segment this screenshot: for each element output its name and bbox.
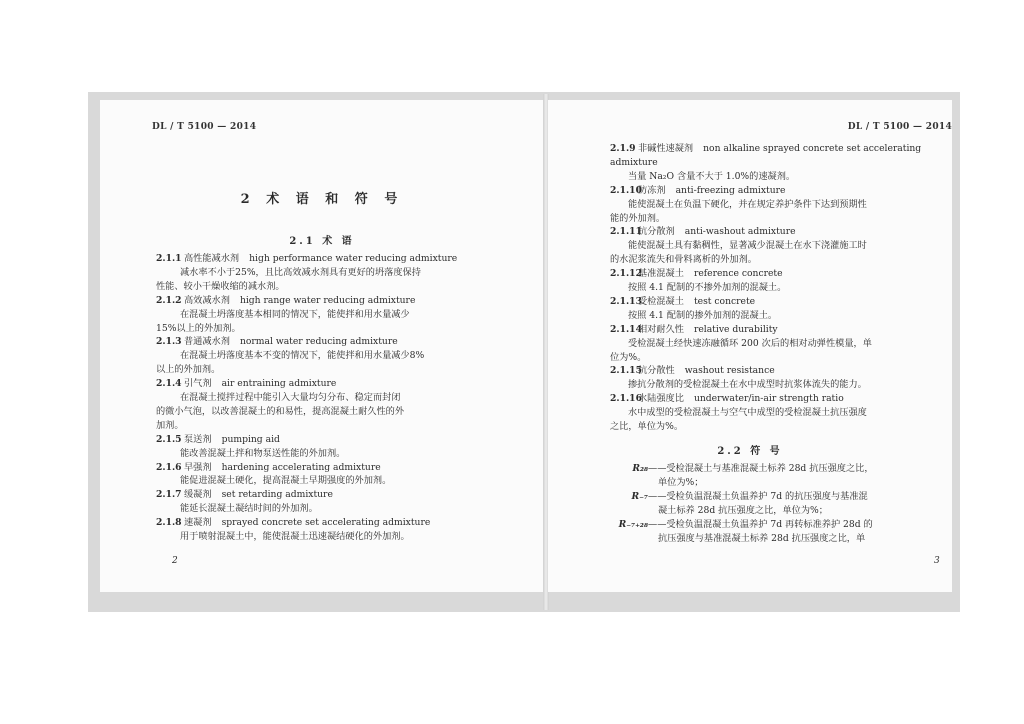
symbol-entry	[612, 518, 873, 532]
term-definition-line: 能促进混凝土硬化，提高混凝土早期强度的外加剂。	[180, 475, 392, 487]
term-definition-line: 按照 4.1 配制的不掺外加剂的混凝土。	[628, 282, 787, 293]
term-number: 2.1.16	[610, 393, 642, 405]
term-english: underwater/in-air strength ratio	[693, 393, 844, 405]
term-definition-line: 以上的外加剂。	[156, 364, 221, 376]
term-number: 2.1.14	[610, 323, 642, 335]
chapter-title: 2 术 语 和 符 号	[240, 192, 404, 207]
symbol-entry	[612, 462, 874, 476]
term-english: washout resistance	[684, 365, 775, 377]
term-definition-line: 受检混凝土经快速冻融循环 200 次后的相对动弹性模量，单	[628, 337, 872, 349]
term-definition-line: 在混凝土坍落度基本不变的情况下，能使拌和用水量减少8%	[180, 350, 425, 362]
symbol-definition-line: ——受检负温混凝土负温养护 7d 再转标准养护 28d 的	[648, 518, 873, 530]
term-chinese: 普通减水剂	[184, 336, 230, 348]
term-chinese: 非碱性速凝剂	[638, 143, 694, 154]
term-chinese: 泵送剂	[184, 433, 212, 445]
term-number: 2.1.1	[156, 253, 182, 264]
term-definition-line: 当量 Na₂O 含量不大于 1.0%的速凝剂。	[628, 170, 796, 182]
term-number: 2.1.9	[610, 143, 636, 154]
term-english: anti-washout admixture	[684, 226, 796, 238]
term-definition-line: 在混凝土坍落度基本相同的情况下，能使拌和用水量减少	[180, 308, 410, 320]
term-english: pumping aid	[221, 433, 280, 445]
term-number: 2.1.11	[610, 226, 642, 238]
term-english: anti-freezing admixture	[675, 184, 786, 196]
symbol-name: R₋₇	[631, 490, 648, 502]
term-number: 2.1.12	[610, 268, 642, 280]
term-entry	[610, 267, 783, 281]
term-number: 2.1.3	[156, 336, 182, 348]
term-entry	[610, 142, 921, 156]
term-definition-line: 水中成型的受检混凝土与空气中成型的受检混凝土抗压强度	[628, 407, 867, 419]
term-number: 2.1.2	[156, 294, 182, 306]
term-entry	[610, 364, 775, 378]
term-definition-line: 加剂。	[156, 419, 184, 431]
term-english: relative durability	[693, 323, 778, 335]
term-chinese: 受检混凝土	[638, 295, 684, 307]
term-english: high performance water reducing admixture	[249, 253, 458, 264]
term-chinese: 抗分散性	[638, 365, 675, 377]
term-number: 2.1.8	[156, 517, 182, 529]
term-definition-line: 在混凝土搅拌过程中能引入大量均匀分布、稳定而封闭	[180, 392, 401, 403]
right-page	[548, 100, 952, 592]
term-definition-line: 能的外加剂。	[610, 212, 666, 224]
term-english: normal water reducing admixture	[239, 336, 398, 348]
term-entry	[156, 252, 457, 266]
term-number: 2.1.10	[610, 184, 642, 196]
term-definition-line: 性能、较小干燥收缩的减水剂。	[156, 280, 285, 292]
term-definition-line: 按照 4.1 配制的掺外加剂的混凝土。	[628, 309, 778, 321]
symbol-definition-line: 抗压强度与基准混凝土标养 28d 抗压强度之比，单	[658, 532, 866, 544]
term-entry	[156, 377, 336, 391]
section-title-terms: 2.1 术 语	[289, 236, 355, 247]
term-definition-line: 掺抗分散剂的受检混凝土在水中成型时抗浆体流失的能力。	[628, 379, 867, 391]
term-number: 2.1.15	[610, 365, 642, 377]
term-number: 2.1.13	[610, 295, 642, 307]
term-english-continued: admixture	[610, 156, 658, 168]
term-entry	[610, 392, 844, 406]
term-definition-line: 减水率不小于25%，且比高效减水剂具有更好的坍落度保持	[180, 266, 421, 278]
term-definition-line: 用于喷射混凝土中，能使混凝土迅速凝结硬化的外加剂。	[180, 531, 410, 542]
term-definition-line: 能延长混凝土凝结时间的外加剂。	[180, 503, 318, 515]
term-definition-line: 15%以上的外加剂。	[156, 322, 241, 334]
term-english: hardening accelerating admixture	[221, 461, 381, 473]
term-definition-line: 位为%。	[610, 351, 647, 363]
symbol-definition-line: ——受检负温混凝土负温养护 7d 的抗压强度与基准混	[648, 490, 868, 502]
term-chinese: 防冻剂	[638, 184, 666, 196]
symbol-name: R₂₈	[632, 463, 648, 474]
term-entry	[156, 461, 381, 475]
term-english: test concrete	[693, 295, 756, 307]
term-chinese: 相对耐久性	[638, 323, 684, 335]
term-definition-line: 之比，单位为%。	[610, 421, 684, 432]
term-english: sprayed concrete set accelerating admixture	[221, 517, 431, 529]
term-entry	[610, 295, 755, 309]
term-entry	[156, 335, 398, 349]
term-entry	[156, 488, 333, 502]
term-english: air entraining admixture	[221, 378, 337, 390]
term-definition-line: 能改善混凝土拌和物泵送性能的外加剂。	[180, 447, 346, 459]
symbol-definition-line: 单位为%；	[658, 476, 704, 488]
term-english: reference concrete	[693, 268, 783, 280]
term-chinese: 基准混凝土	[638, 268, 684, 280]
term-number: 2.1.5	[156, 433, 182, 445]
term-definition-line: 的水泥浆流失和骨料离析的外加剂。	[610, 254, 757, 266]
term-english: non alkaline sprayed concrete set accelerating	[703, 143, 922, 154]
left-page	[100, 100, 544, 592]
term-chinese: 早强剂	[184, 461, 212, 473]
section-title-symbols: 2.2 符 号	[717, 446, 783, 457]
term-definition-line: 能使混凝土具有黏稠性，显著减少混凝土在水下浇灌施工时	[628, 240, 867, 252]
term-chinese: 抗分散剂	[638, 226, 675, 238]
right-running-header: DL / T 5100 — 2014	[847, 122, 952, 132]
term-chinese: 缓凝剂	[184, 489, 212, 501]
term-entry	[156, 433, 280, 447]
term-chinese: 速凝剂	[184, 517, 212, 529]
symbol-name: R₋₇₊₂₈	[618, 518, 648, 530]
symbol-entry	[612, 490, 868, 504]
term-english: high range water reducing admixture	[239, 294, 416, 306]
term-definition-line: 能使混凝土在负温下硬化，并在规定养护条件下达到预期性	[628, 198, 867, 210]
symbol-definition-line: 凝土标养 28d 抗压强度之比，单位为%；	[658, 504, 828, 516]
term-number: 2.1.4	[156, 378, 182, 390]
term-number: 2.1.7	[156, 489, 182, 501]
left-running-header: DL / T 5100 — 2014	[152, 122, 257, 132]
right-page-number: 3	[934, 556, 940, 566]
term-chinese: 水陆强度比	[638, 393, 684, 405]
symbol-definition-line: ——受检混凝土与基准混凝土标养 28d 抗压强度之比，	[648, 463, 874, 474]
left-page-number: 2	[172, 556, 178, 566]
term-entry	[156, 516, 430, 530]
term-number: 2.1.6	[156, 461, 182, 473]
term-entry	[156, 294, 415, 308]
term-chinese: 高效减水剂	[184, 294, 230, 306]
term-chinese: 高性能减水剂	[184, 253, 240, 264]
term-chinese: 引气剂	[184, 378, 212, 390]
term-entry	[610, 323, 778, 337]
term-english: set retarding admixture	[221, 489, 333, 501]
term-definition-line: 的微小气泡，以改善混凝土的和易性，提高混凝土耐久性的外	[156, 405, 405, 417]
term-entry	[610, 225, 796, 239]
term-entry	[610, 184, 786, 198]
